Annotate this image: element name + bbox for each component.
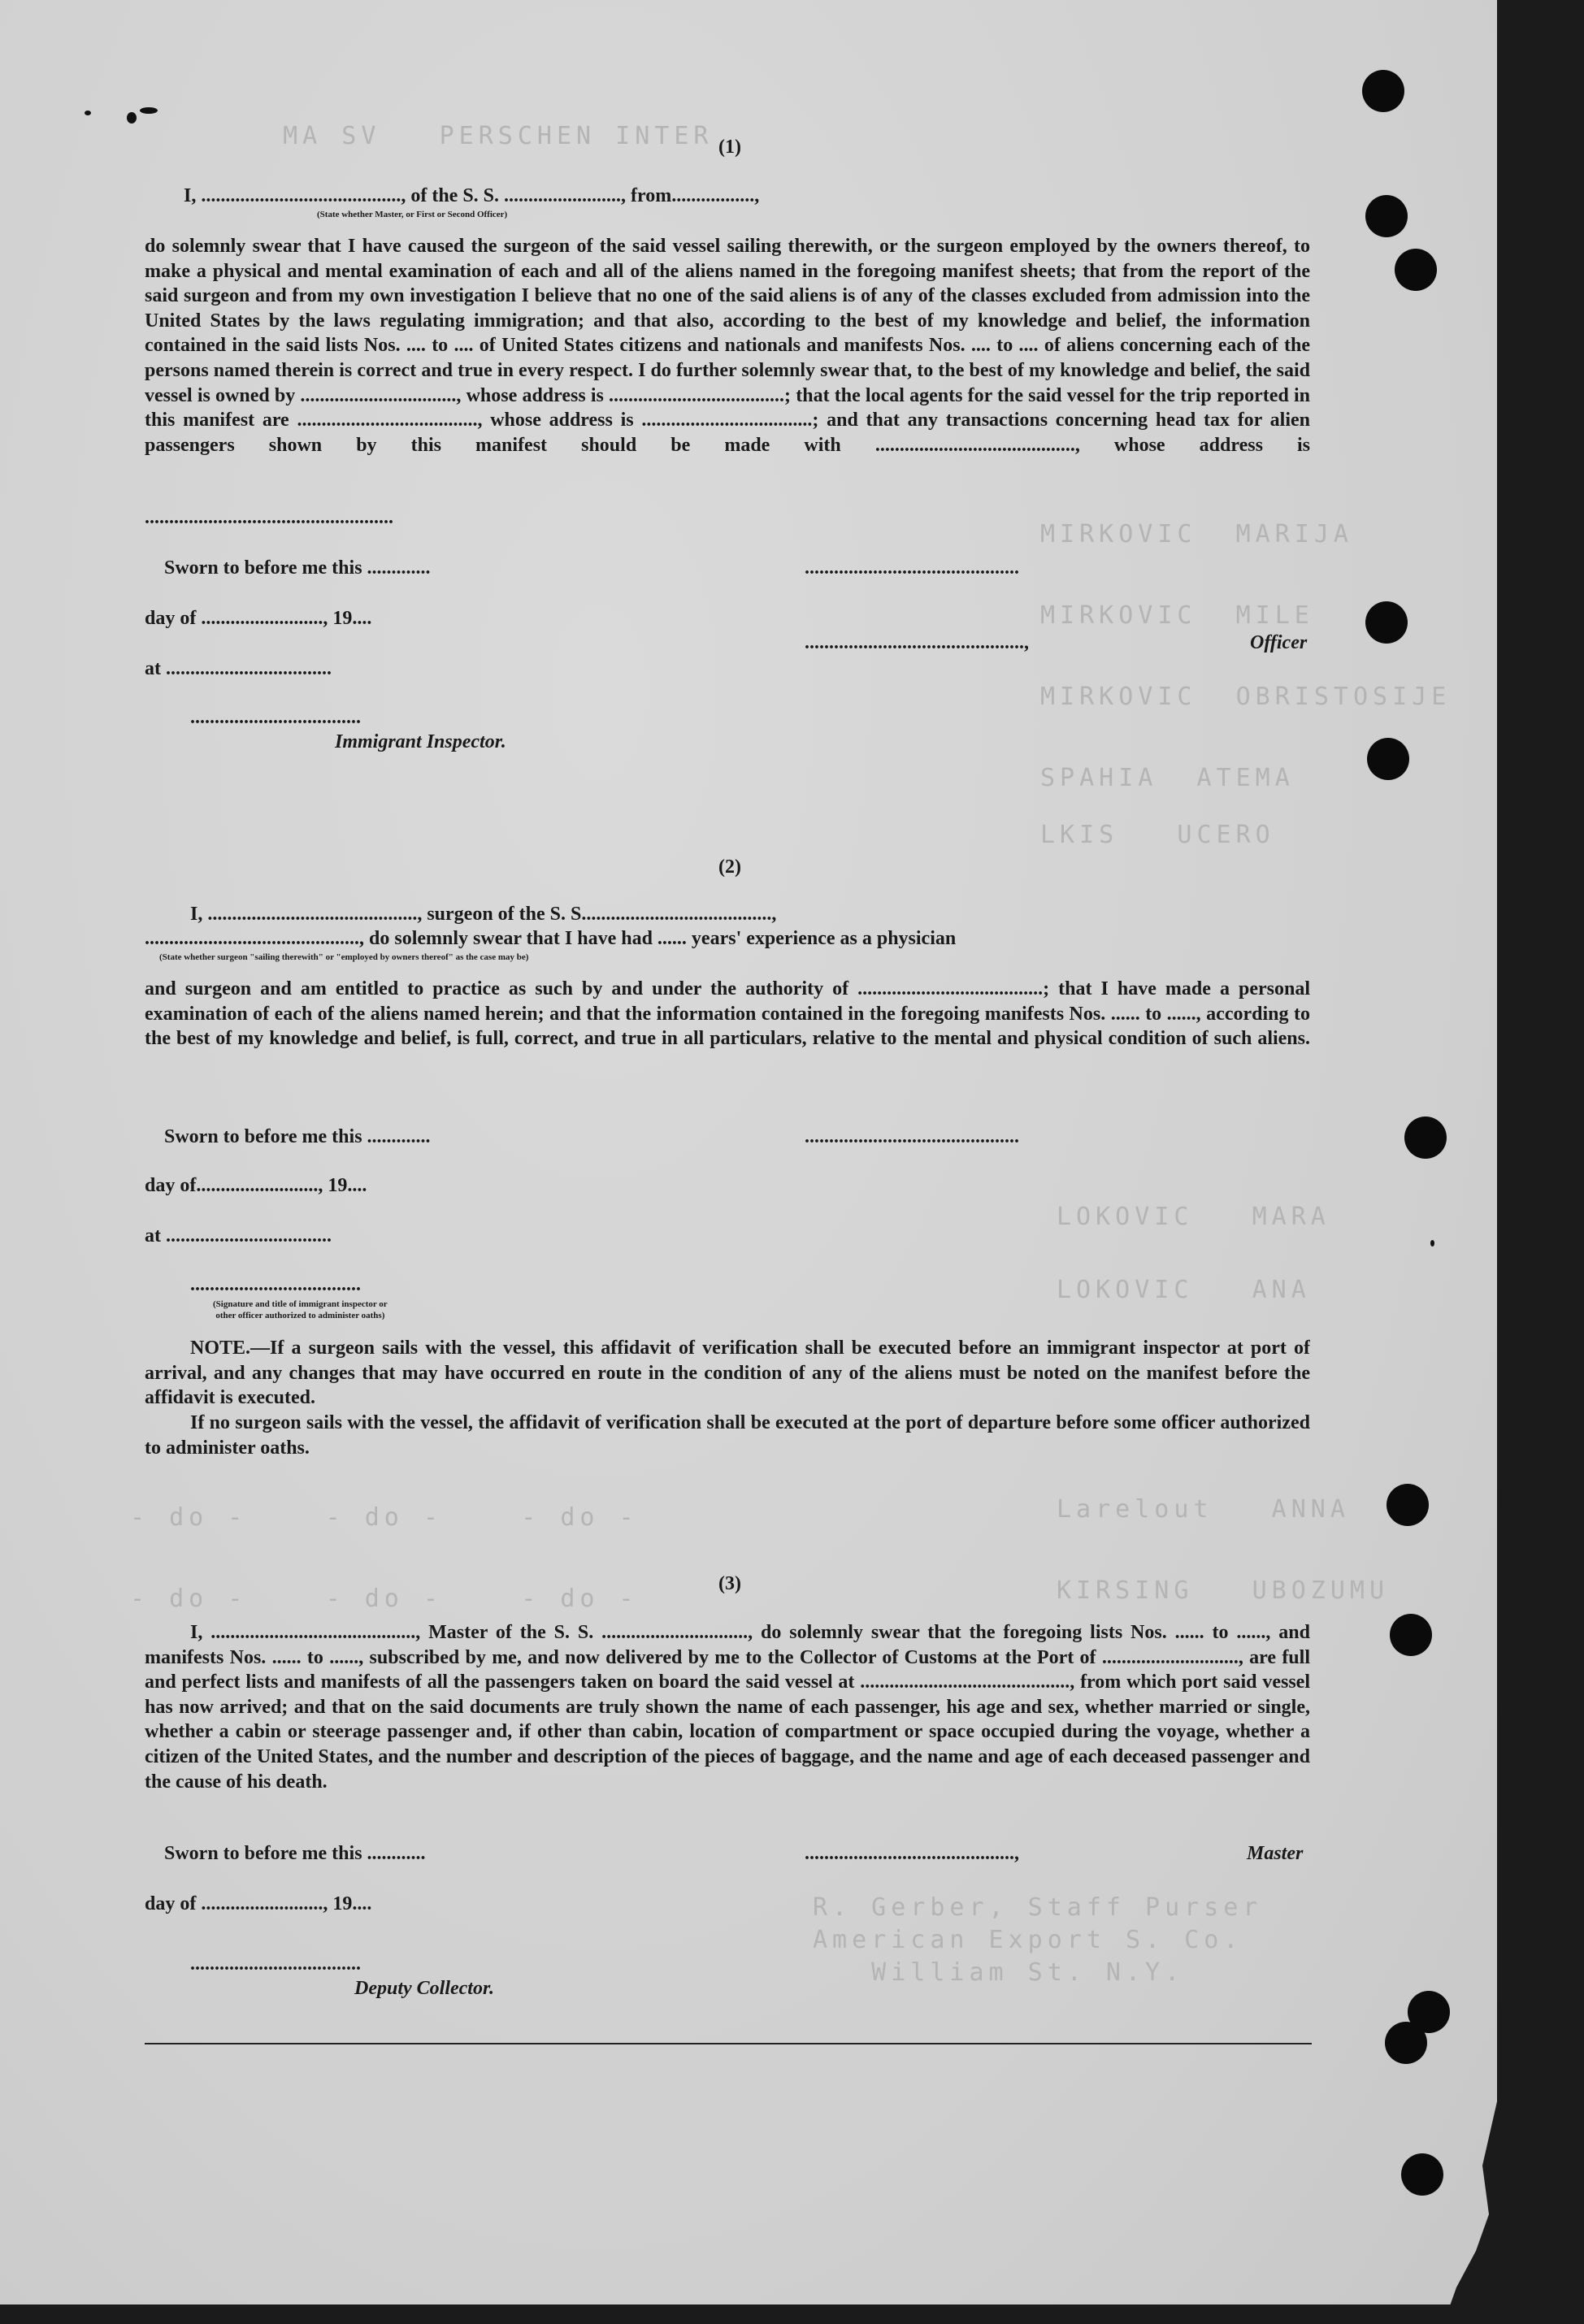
section-1-number: (1) <box>718 137 741 158</box>
binder-hole <box>1401 2153 1443 2196</box>
section-1-first-line: I, ........................................., of the S. S. ........................, from................., <box>184 185 760 206</box>
section-3-sworn-line: Sworn to before me this ............ <box>164 1843 426 1864</box>
bleed-through-text: R. Gerber, Staff Purser <box>813 1893 1263 1922</box>
section-1-inspector-signature-line: ................................... <box>190 707 361 728</box>
section-1-day-line: day of ........................., 19.... <box>145 608 372 629</box>
binder-hole <box>1387 1484 1429 1526</box>
section-3-collector-signature-line: ................................... <box>190 1953 361 1975</box>
section-2-at-line: at .................................. <box>145 1225 332 1247</box>
section-2-oath-text: and surgeon and am entitled to practice as such by and under the authority of ......................................; that I have made a personal examination of each of the aliens named herein; and that the information contained in the foregoing manifests Nos. ...... to ......, according to the best of my knowledge and belief, is full, correct, and true in all particulars, relative to the mental and physical condition of such aliens. <box>145 978 1310 1050</box>
bleed-through-text: MIRKOVIC MILE <box>1040 601 1314 630</box>
binder-hole <box>1395 249 1437 291</box>
section-2-surgeon-note: (State whether surgeon "sailing therewith" or "employed by owners thereof" as the case may be) <box>159 952 529 962</box>
section-1-inspector-caption: Immigrant Inspector. <box>335 731 506 752</box>
binder-hole <box>1367 738 1409 780</box>
binder-hole <box>1365 601 1408 644</box>
ink-speck <box>140 107 158 114</box>
section-3-day-line: day of ........................., 19.... <box>145 1893 372 1914</box>
section-3-master-signature-line: ..........................................., <box>805 1843 1024 1864</box>
ink-speck <box>1430 1240 1434 1247</box>
bleed-through-text: LOKOVIC ANA <box>1057 1276 1311 1304</box>
binder-hole <box>1362 70 1404 112</box>
section-2-first-line: I, ..........................................., surgeon of the S. S......................................., <box>190 904 777 925</box>
section-1-officer-note: (State whether Master, or First or Second Officer) <box>317 210 508 219</box>
binder-hole <box>1390 1614 1432 1656</box>
bleed-through-text: SPAHIA ATEMA <box>1040 764 1295 792</box>
bleed-through-text: - do - - do - - do - <box>130 1585 639 1613</box>
section-2-note-paragraph: NOTE.—If a surgeon sails with the vessel, this affidavit of verification shall be executed before an immigrant inspector at port of arrival, and any changes that may have occurred en route in the condition of any of the aliens must be noted on the manifest before the affidavit is executed. <box>145 1338 1310 1409</box>
section-1-oath-text: do solemnly swear that I have caused the surgeon of the said vessel sailing therewith, or the surgeon employed by the owners thereof, to make a physical and mental examination of each and all of the aliens named in the foregoing manifest sheets; that from the report of the said surgeon and from my own investigation I believe that no one of the said aliens is of any of the classes excluded from admission into the United States by the laws regulating immigration; and that also, according to the best of my knowledge and belief, the information contained in the said lists Nos. .... to .... of United States citizens and nationals and manifests Nos. .... to .... of aliens concerning each of the persons named therein is correct and true in every respect. I do further solemnly swear that, to the best of my knowledge and belief, the said vessel is owned by ................................, whose address is ....................................; that the local agents for the said vessel for the trip reported in this manifest are ....................................., whose address is ...................................; and that any transactions concerning head tax for alien passengers shown by this manifest should be made with ........................................., whose address is <box>145 236 1310 456</box>
bottom-rule <box>145 2043 1312 2044</box>
section-1-sworn-line: Sworn to before me this ............. <box>164 557 431 579</box>
binder-hole <box>1365 195 1408 237</box>
section-3-master-caption: Master <box>1247 1843 1304 1864</box>
section-2-sworn-line: Sworn to before me this ............. <box>164 1126 431 1147</box>
bleed-through-text: William St. N.Y. <box>813 1958 1185 1987</box>
section-2-day-line: day of........................., 19.... <box>145 1175 367 1196</box>
bleed-through-text: LOKOVIC MARA <box>1057 1203 1330 1231</box>
section-2-signature-note: (Signature and title of immigrant inspector or other officer authorized to administer oaths) <box>213 1299 388 1320</box>
bleed-through-text: Larelout ANNA <box>1057 1495 1350 1524</box>
section-1-officer-signature-line: ............................................., <box>805 632 1034 653</box>
section-2-signature-dots: ............................................ <box>805 1126 1019 1147</box>
bleed-through-text: LKIS UCERO <box>1040 821 1275 849</box>
bleed-through-text: MIRKOVIC OBRISTOSIJE <box>1040 683 1452 711</box>
section-1-at-line: at .................................. <box>145 658 332 679</box>
section-2-note-paragraph-2: If no surgeon sails with the vessel, the affidavit of verification shall be executed at the port of departure before some officer authorized to administer oaths. <box>145 1412 1310 1459</box>
section-3-number: (3) <box>718 1573 741 1594</box>
bleed-through-text: - do - - do - - do - <box>130 1503 639 1532</box>
bleed-through-text: American Export S. Co. <box>813 1926 1243 1954</box>
section-2-inspector-signature-line: ................................... <box>190 1274 361 1295</box>
binder-hole <box>1404 1116 1447 1159</box>
bleed-through-text: KIRSING UBOZUMU <box>1057 1576 1390 1605</box>
section-1-officer-caption: Officer <box>1250 632 1308 653</box>
section-1-officer-dots: ............................................ <box>805 557 1019 579</box>
section-2-number: (2) <box>718 856 741 878</box>
bleed-through-text: MA SV PERSCHEN INTER <box>244 122 714 150</box>
ink-speck <box>127 112 137 124</box>
section-1-oath-tail: ................................................... <box>145 507 393 528</box>
section-3-collector-caption: Deputy Collector. <box>354 1978 494 1999</box>
section-3-oath-text: I, .........................................., Master of the S. S. .............................., do solemnly swear that the foregoing lists Nos. ...... to ......, and manifests Nos. ...... to ......, subscribed by me, and now delivered by me to the Collector of Customs at the Port of ............................, are full and perfect lists and manifests of all the passengers taken on board the said vessel at ..........................................., from which port said vessel has now arrived; and that on the said documents are truly shown the name of each passenger, his age and sex, whether married or single, whether a cabin or steerage passenger and, if other than cabin, location of compartment or space occupied during the voyage, whether a citizen of the United States, and the number and description of the pieces of baggage, and the name and age of each deceased passenger and the cause of his death. <box>145 1622 1310 1793</box>
bleed-through-text: MIRKOVIC MARIJA <box>1040 520 1353 548</box>
binder-hole <box>1385 2022 1427 2064</box>
section-2-second-line: ............................................, do solemnly swear that I have had ...... years' experience as a physician <box>145 928 957 949</box>
ink-speck <box>85 111 91 115</box>
